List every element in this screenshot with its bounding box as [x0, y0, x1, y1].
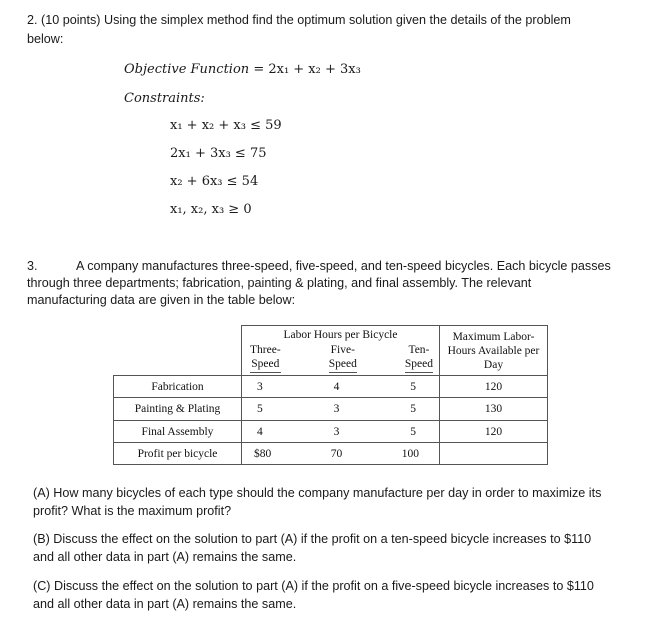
header-five-speed: Five- Speed	[329, 343, 357, 373]
row-max-painting: 130	[440, 398, 548, 421]
row-label-fabrication: Fabrication	[114, 376, 242, 398]
constraint-2: 2x₁ + 3x₃ ≤ 75	[170, 146, 267, 161]
max-labor-header: Maximum Labor- Hours Available per Day	[440, 326, 548, 376]
row-max-final-assembly: 120	[440, 421, 548, 443]
empty-corner	[114, 326, 242, 376]
q3-line-2: through three departments; fabrication, painting & plating, and final assembly. The relevant	[27, 276, 532, 290]
part-a-line-1: (A) How many bicycles of each type should the company manufacture per day in order to maximize its	[33, 486, 602, 500]
q3-line-1: A company manufactures three-speed, five-speed, and ten-speed bicycles. Each bicycle passes	[76, 259, 611, 273]
part-c-line-2: and all other data in part (A) remains the same.	[33, 597, 297, 611]
part-b-line-1: (B) Discuss the effect on the solution to part (A) if the profit on a ten-speed bicycle increases to $110	[33, 532, 592, 546]
row-label-painting: Painting & Plating	[114, 398, 242, 421]
header-ten-speed: Ten- Speed	[405, 343, 433, 373]
q2-line-1: 2. (10 points) Using the simplex method find the optimum solution given the details of the problem	[27, 13, 571, 27]
part-c-line-1: (C) Discuss the effect on the solution to part (A) if the profit on a five-speed bicycle increases to $110	[33, 579, 594, 593]
header-three-speed: Three- Speed	[250, 343, 281, 373]
row-values-painting: 5 3 5	[242, 398, 440, 421]
q3-line-3: manufacturing data are given in the table below:	[27, 293, 296, 307]
row-values-fabrication: 3 4 5	[242, 376, 440, 398]
objective-expression: = 2x₁ + x₂ + 3x₃	[253, 62, 361, 77]
row-values-final-assembly: 4 3 5	[242, 421, 440, 443]
objective-function	[124, 62, 361, 77]
objective-label: Objective Function	[124, 62, 250, 77]
row-label-final-assembly: Final Assembly	[114, 421, 242, 443]
constraints-label: Constraints:	[124, 91, 205, 106]
part-a-line-2: profit? What is the maximum profit?	[33, 504, 232, 518]
labor-hours-header: Labor Hours per Bicycle Three- Speed Five- Speed Ten- Speed	[242, 326, 440, 376]
constraint-3: x₂ + 6x₃ ≤ 54	[170, 174, 259, 189]
q2-line-2: below:	[27, 32, 64, 46]
row-max-fabrication: 120	[440, 376, 548, 398]
part-b-line-2: and all other data in part (A) remains the same.	[33, 550, 297, 564]
constraint-4: x₁, x₂, x₃ ≥ 0	[170, 202, 252, 217]
constraint-1: x₁ + x₂ + x₃ ≤ 59	[170, 118, 282, 133]
row-label-profit: Profit per bicycle	[114, 443, 242, 465]
row-max-profit	[440, 443, 548, 465]
row-values-profit: $80 70 100	[242, 443, 440, 465]
manufacturing-table	[113, 325, 548, 465]
q3-number: 3.	[27, 259, 38, 273]
